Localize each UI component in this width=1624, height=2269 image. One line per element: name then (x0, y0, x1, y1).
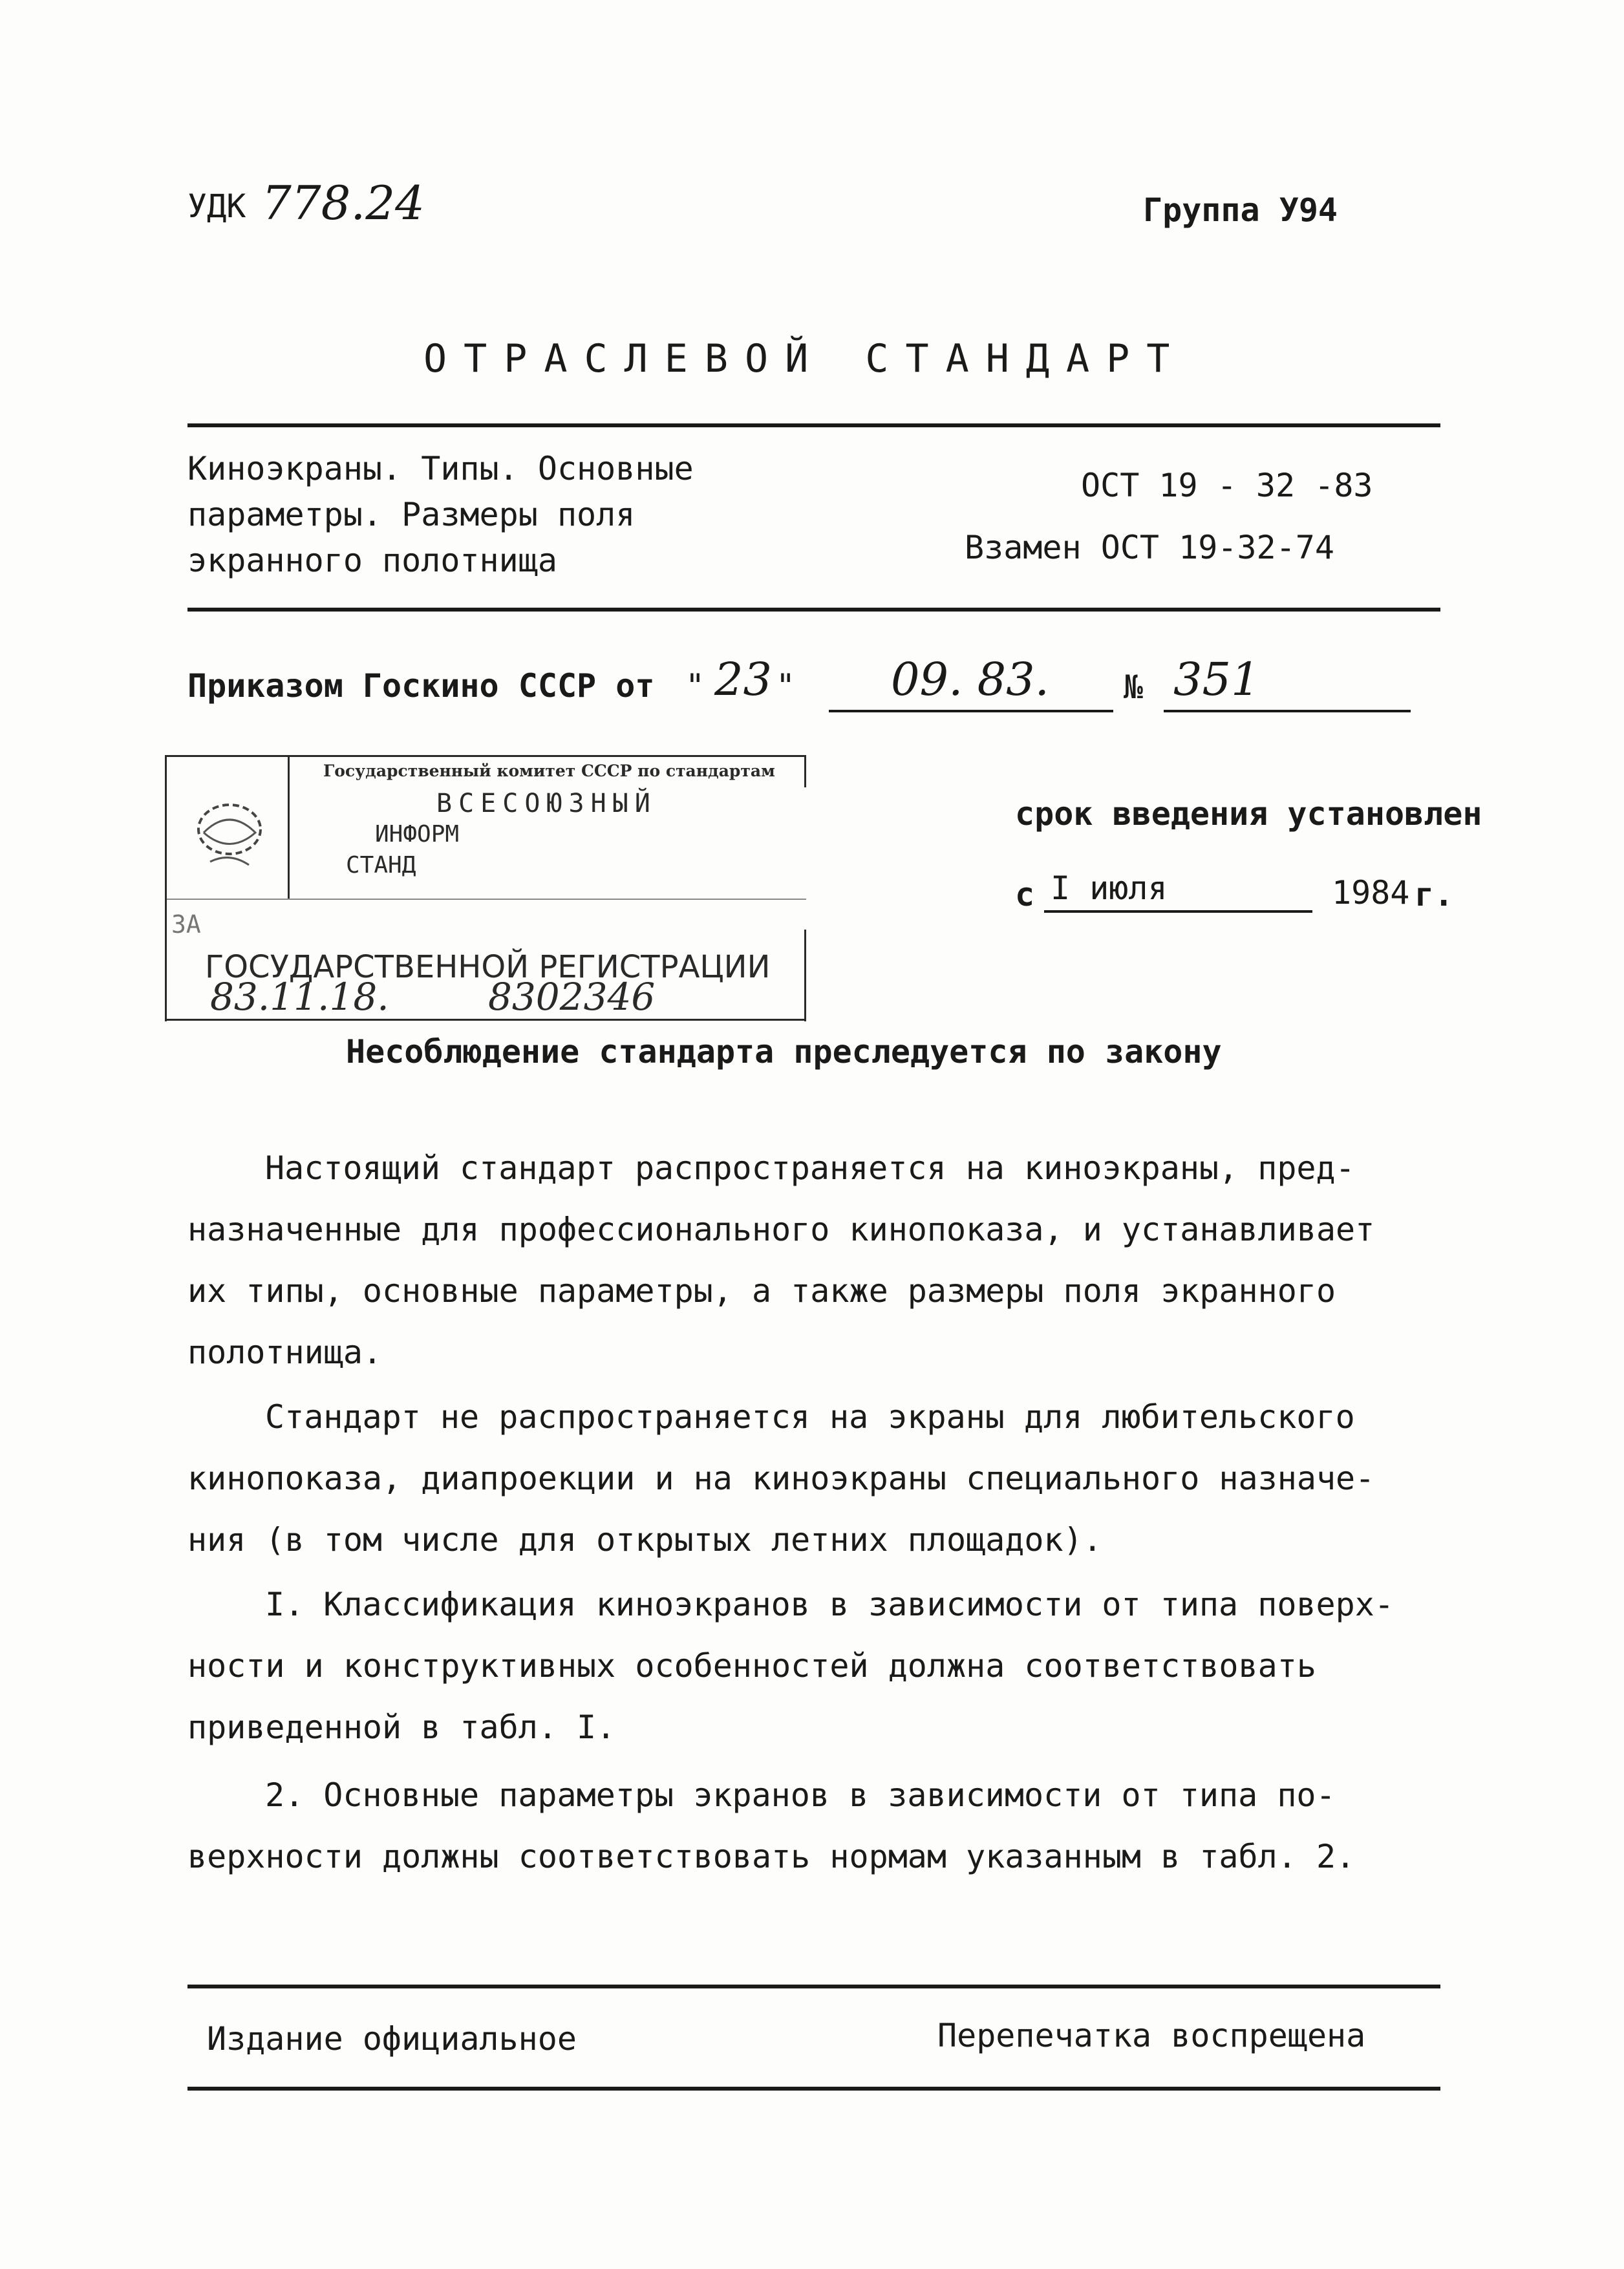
stamp-emblem-divider (288, 755, 290, 899)
body-line: Настоящий стандарт распространяется на киноэкраны, пред- (265, 1149, 1355, 1187)
body-line: 2. Основные параметры экранов в зависимости от типа по- (265, 1776, 1336, 1814)
paragraph-scope (187, 1138, 1416, 1383)
udk-label: УДК (187, 187, 246, 225)
legal-warning: Несоблюдение стандарта преследуется по закону (346, 1033, 1222, 1071)
order-date: 09. 83. (891, 653, 1049, 706)
body-line: назначенные для профессионального кинопоказа, и устанавливает (187, 1211, 1375, 1248)
stamp-border-right-top (804, 755, 806, 787)
order-number-underline (1164, 710, 1411, 712)
divider-top (187, 423, 1440, 427)
effective-date: I июля (1051, 869, 1168, 907)
order-date-underline (829, 710, 1113, 712)
title-line: параметры. Размеры поля (187, 496, 636, 533)
emblem-icon (184, 794, 275, 878)
body-line: ния (в том числе для открытых летних площадок). (187, 1521, 1102, 1559)
paragraph-exclusions (187, 1387, 1416, 1571)
effective-date-underline (1044, 910, 1312, 913)
stamp-border-right-bottom (804, 930, 806, 1021)
stamp-all-union: ВСЕСОЮЗНЫЙ (436, 789, 657, 818)
replaces-label: Взамен ОСТ 19-32-74 (965, 529, 1334, 566)
body-line: приведенной в табл. I. (187, 1709, 616, 1746)
stamp-border-top (165, 755, 806, 757)
effective-label: срок введения установлен (1015, 795, 1482, 833)
stamp-committee: Государственный комитет СССР по стандартам (323, 762, 775, 780)
stamp-mid-divider (165, 899, 806, 900)
divider-title (187, 608, 1440, 612)
effective-year: 1984 (1332, 874, 1410, 911)
footer-reprint-prohibited: Перепечатка воспрещена (937, 2017, 1366, 2054)
quote-close: " (776, 667, 796, 705)
stamp-border-bottom (165, 1019, 806, 1021)
udk-value: 778.24 (262, 176, 425, 230)
paragraph-parameters (187, 1765, 1416, 1888)
body-line: полотнища. (187, 1334, 383, 1371)
registration-stamp (165, 755, 806, 1021)
group-label: Группа У94 (1143, 191, 1338, 229)
stamp-reg-number: 8302346 (488, 975, 656, 1019)
stamp-reg-date: 83.11.18. (210, 975, 389, 1019)
divider-footer-top (187, 1985, 1440, 1988)
order-day: 23 (714, 653, 773, 706)
body-line: I. Классификация киноэкранов в зависимости от типа поверх- (265, 1586, 1394, 1623)
standard-title (187, 446, 694, 584)
stamp-inform: ИНФОРМ (375, 821, 460, 847)
body-line: верхности должны соответствовать нормам указанным в табл. 2. (187, 1838, 1356, 1875)
quote-open: " (685, 667, 705, 705)
body-line: кинопоказа, диапроекции и на киноэкраны специального назначе- (187, 1460, 1375, 1497)
effective-suffix: г. (1415, 876, 1454, 913)
doc-type-heading: ОТРАСЛЕВОЙ СТАНДАРТ (423, 336, 1187, 381)
stamp-registration: ГОСУДАРСТВЕННОЙ РЕГИСТРАЦИИ (205, 949, 771, 985)
effective-prefix: с (1015, 876, 1035, 913)
stamp-border-left (165, 755, 167, 1021)
stamp-za: ЗА (171, 910, 201, 939)
title-line: Киноэкраны. Типы. Основные (187, 450, 694, 487)
title-line: экранного полотнища (187, 542, 557, 579)
stamp-stand: СТАНД (346, 852, 416, 879)
order-label: Приказом Госкино СССР от (187, 667, 655, 705)
footer-official-edition: Издание официальное (207, 2020, 577, 2058)
paragraph-classification (187, 1574, 1416, 1758)
standard-number: ОСТ 19 - 32 -83 (1081, 467, 1373, 504)
body-line: их типы, основные параметры, а также размеры поля экранного (187, 1272, 1336, 1310)
order-number: 351 (1173, 653, 1260, 706)
body-line: Стандарт не распространяется на экраны для любительского (265, 1398, 1355, 1436)
number-sign: № (1124, 668, 1144, 706)
divider-footer-bottom (187, 2087, 1440, 2091)
body-line: ности и конструктивных особенностей должна соответствовать (187, 1647, 1316, 1685)
